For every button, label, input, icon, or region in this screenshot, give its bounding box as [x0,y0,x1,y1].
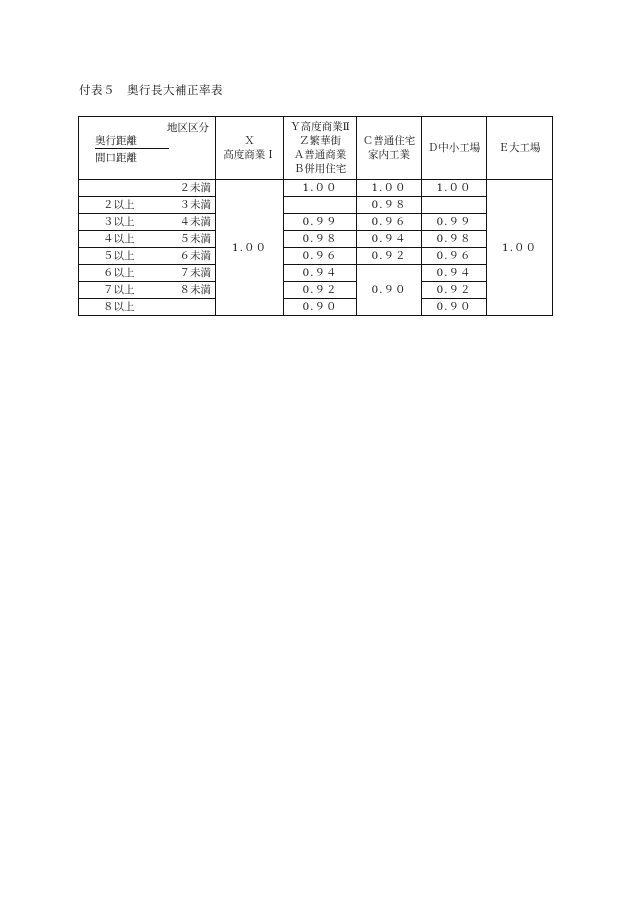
yzab-value-cell: 1.００ [284,180,357,197]
row-label: ２未満 [79,180,216,197]
d-value-cell: 0.９８ [422,231,487,248]
c-value-cell: 0.９４ [357,231,422,248]
x-value-cell: 1.００ [216,180,284,316]
page-title: 付表５ 奥行長大補正率表 [79,83,223,97]
depth-distance-label: 奥行距離 [95,135,169,149]
d-value-cell: 1.００ [422,180,487,197]
header-row [79,117,553,180]
d-value-cell: 0.９４ [422,265,487,282]
row-label: ３以上 ４未満 [79,214,216,231]
yzab-value-cell: 0.９４ [284,265,357,282]
table-row [79,197,553,214]
yzab-value-cell: 0.９２ [284,282,357,299]
table-row [79,299,553,316]
c-value-cell: 0.９２ [357,248,422,265]
yzab-value-cell: 0.９８ [284,231,357,248]
column-header-x: Ｘ 高度商業Ｉ [216,117,284,180]
column-header-e: Ｅ大工場 [487,117,553,180]
correction-rate-table [78,116,553,316]
table-row [79,231,553,248]
column-header-c: Ｃ普通住宅 家内工業 [357,117,422,180]
row-label: ７以上 ８未満 [79,282,216,299]
d-value-cell: 0.９２ [422,282,487,299]
c-value-cell: 0.９０ [357,265,422,316]
row-label: ４以上 ５未満 [79,231,216,248]
table-row [79,248,553,265]
column-header-d: Ｄ中小工場 [422,117,487,180]
table-corner-header [79,117,216,180]
c-value-cell: 0.９８ [357,197,422,214]
yzab-value-cell: 0.９６ [284,248,357,265]
d-value-cell: 0.９６ [422,248,487,265]
column-header-yzab: Ｙ高度商業Ⅱ Ｚ繁華街 Ａ普通商業 Ｂ併用住宅 [284,117,357,180]
d-value-cell [422,197,487,214]
c-value-cell: 0.９６ [357,214,422,231]
c-value-cell: 1.００ [357,180,422,197]
yzab-value-cell: 0.９０ [284,299,357,316]
table-row [79,265,553,282]
d-value-cell: 0.９０ [422,299,487,316]
row-label: ６以上 ７未満 [79,265,216,282]
d-value-cell: 0.９９ [422,214,487,231]
table-row [79,282,553,299]
yzab-value-cell [284,197,357,214]
table-row [79,214,553,231]
table-row [79,180,553,197]
yzab-value-cell: 0.９９ [284,214,357,231]
row-label: ５以上 ６未満 [79,248,216,265]
row-label: ８以上 [79,299,216,316]
frontage-distance-label: 間口距離 [95,152,137,164]
row-label: ２以上 ３未満 [79,197,216,214]
e-value-cell: 1.００ [487,180,553,316]
district-label: 地区区分 [167,122,209,134]
